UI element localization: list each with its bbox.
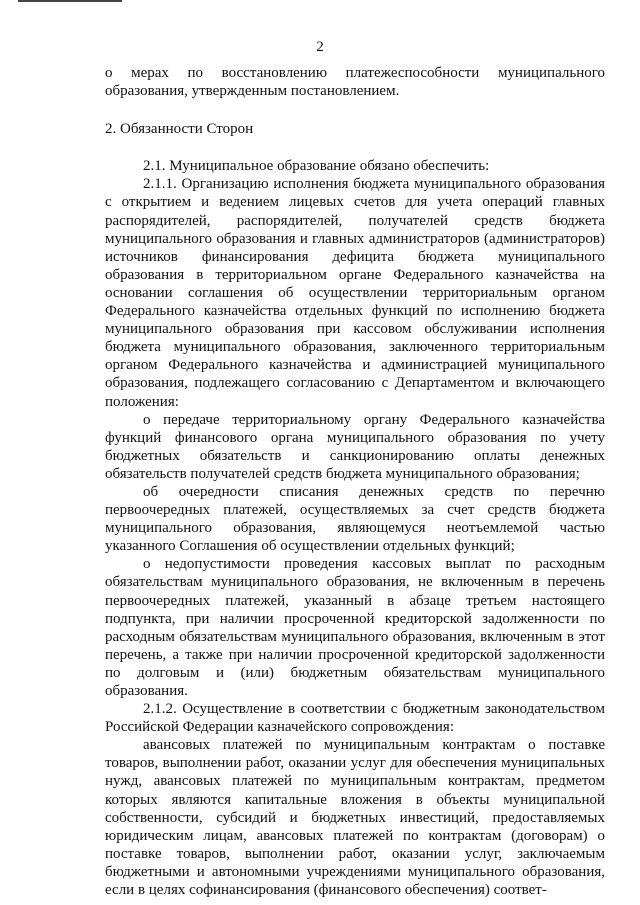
section-heading: 2. Обязанности Сторон [105,121,254,138]
paragraph-2-1-2: 2.1.2. Осуществление в соответствии с бюджетным законодательством Российской Федерации казначейского сопровождения: [105,701,605,736]
document-body [105,64,605,899]
paragraph-payment-order: об очередности списания денежных средств по перечню первоочередных платежей, осуществляемых за счет средств бюджета муниципального образования, являющемуся неотъемлемой частью указанного Соглашения об осуществлении отдельных функций; [105,483,605,555]
page-number: 2 [316,39,324,55]
paragraph-transfer-functions: о передаче территориальному органу Федерального казначейства функций финансового органа муниципального образования по учету бюджетных обязательств и санкционированию оплаты денежных обязательств получателей средств бюджета муниципального образования; [105,411,605,482]
paragraph-advance-payments: авансовых платежей по муниципальным контрактам о поставке товаров, выполнении работ, оказании услуг для обеспечения муниципальных нужд, авансовых платежей по муниципальным контрактам, предметом которых являются капитальные вложения в объекты муниципальной собственности, субсидий и бюджетных инвестиций, предоставляемых юридическим лицам, авансовых платежей по контрактам (договорам) о поставке товаров, выполнении работ, оказании услуг, заключаемым бюджетными и автономными учреждениями муниципального образования, если в целях софинансирования (финансового обеспечения) соответ- [105,737,605,899]
intro-paragraph: о мерах по восстановлению платежеспособности муниципального образования, утвержденным постановлением. [105,65,605,100]
top-edge-rule [18,0,122,2]
paragraph-2-1-1: 2.1.1. Организацию исполнения бюджета муниципального образования с открытием и ведением лицевых счетов для учета операций главных распорядителей, распорядителей, получателей средств бюджета муниципального образования и главных администраторов (администраторов) источников финансирования дефицита бюджета муниципального образования в территориальном органе Федерального казначейства на основании соглашения об осуществлении территориальным органом Федерального казначейства отдельных функций по исполнению бюджета муниципального образования при кассовом обслуживании исполнения бюджета муниципального образования, заключенного территориальным органом Федерального казначейства и администрацией муниципального образования, подлежащего согласованию с Департаментом и включающего положения: [105,176,605,410]
paragraph-2-1: 2.1. Муниципальное образование обязано обеспечить: [143,158,490,175]
paragraph-inadmissibility: о недопустимости проведения кассовых выплат по расходным обязательствам муниципального образования, не включенным в перечень первоочередных платежей, указанный в абзаце третьем настоящего подпункта, при наличии просроченной кредиторской задолженности по расходным обязательствам муниципального образования, включенным в этот перечень, а также при наличии просроченной кредиторской задолженности по долговым и (или) бюджетным обязательствам муниципального образования. [105,556,605,699]
